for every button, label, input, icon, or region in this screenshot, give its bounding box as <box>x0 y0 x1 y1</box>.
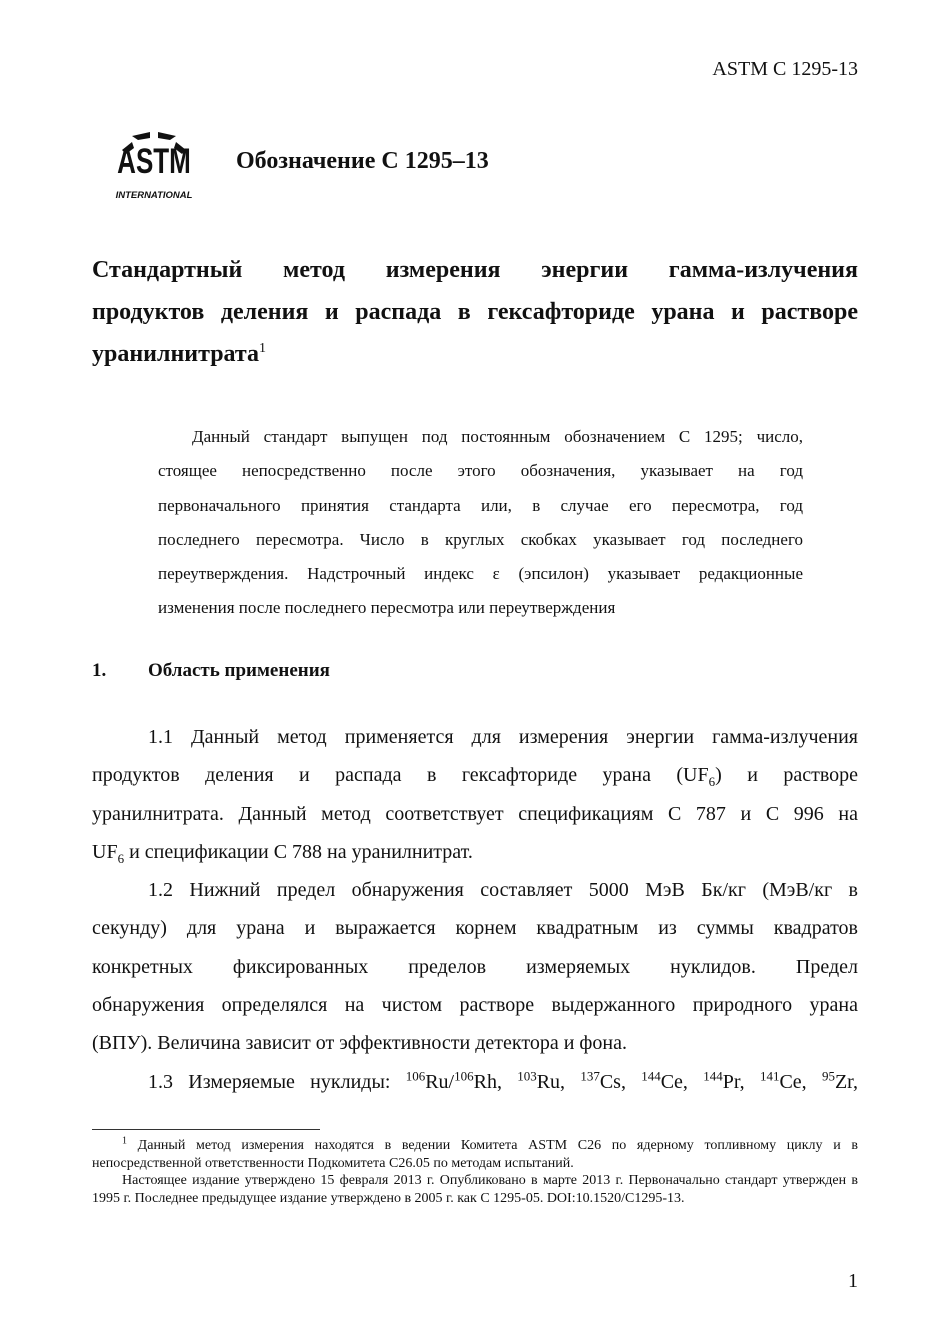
note-line: переутверждения. Надстрочный индекс ε (эпсилон) указывает редакционные <box>158 564 803 584</box>
footnote <box>92 1137 858 1207</box>
paragraph-line: $UF_6$ и спецификации C 788 на уранилнитрат. <box>92 840 473 866</box>
note-line: первоначального принятия стандарта или, в случае его пересмотра, год <box>158 495 803 515</box>
footnote-text: Настоящее издание утверждено 15 февраля 2013 г. Опубликовано в марте 2013 г. Первоначально стандарт утвержден в 1995 г. Последнее предыдущее издание утверждено в 2005 г. как C 1295-05. DOI:10.1520/C1295-13. <box>92 1173 858 1206</box>
astm-logo <box>112 130 196 202</box>
page-number: 1 <box>848 1270 858 1292</box>
section-title: Область применения <box>148 660 330 681</box>
note-line: Данный стандарт выпущен под постоянным обозначением C 1295; число, <box>192 427 803 446</box>
document-title <box>92 249 858 375</box>
title-footnote-ref: 1 <box>259 341 267 356</box>
paragraph-line: конкретных фиксированных пределов измеряемых нуклидов. Предел <box>92 955 858 978</box>
paragraph-line: обнаружения определялся на чистом растворе выдержанного природного урана <box>92 994 858 1017</box>
nuclide-line: 1.3 Измеряемые нуклиды: $^{106}$Ru/$^{106}$Rh, $^{103}$Ru, $^{137}$Cs, $^{144}$Ce, $^{144}$Pr, $^{141}$Ce, $^{95}$Zr, <box>148 1068 859 1093</box>
note-line: стоящее непосредственно после этого обозначения, указывает на год <box>158 461 803 481</box>
document-code: ASTM C 1295-13 <box>712 58 858 80</box>
title-line: Стандартный метод измерения энергии гамма-излучения <box>92 257 858 283</box>
section-body <box>92 718 858 1101</box>
section-number: 1. <box>92 660 107 681</box>
paragraph-line: секунду) для урана и выражается корнем квадратным из суммы квадратов <box>92 917 858 940</box>
title-line: уранилнитрата <box>92 341 260 367</box>
logo-bottom-text: INTERNATIONAL <box>115 190 193 201</box>
footnote-divider <box>92 1129 320 1130</box>
note-line: последнего пересмотра. Число в круглых скобках указывает год последнего <box>158 529 803 549</box>
paragraph-line: уранилнитрата. Данный метод соответствует спецификациям C 787 и C 996 на <box>92 802 858 825</box>
section-heading <box>92 660 330 682</box>
title-line: продуктов деления и распада в гексафториде урана и растворе <box>92 299 858 325</box>
logo-top-text: ASTM <box>117 141 191 182</box>
note-line: изменения после последнего пересмотра или переутверждения <box>158 598 616 618</box>
paragraph-line: 1.1 Данный метод применяется для измерения энергии гамма-излучения <box>148 726 858 748</box>
footnote-text: $^1$ Данный метод измерения находятся в ведении Комитета ASTM C26 по ядерному топливному циклу и в непосредственной ответственности Подкомитета C26.05 по методам испытаний. <box>92 1135 858 1171</box>
standard-note <box>158 420 803 626</box>
paragraph-line: 1.2 Нижний предел обнаружения составляет 5000 МэВ Бк/кг (МэВ/кг в <box>148 879 858 902</box>
paragraph-line: продуктов деления и распада в гексафториде урана $(UF_6)$ и растворе <box>92 764 858 790</box>
paragraph-line: (ВПУ). Величина зависит от эффективности детектора и фона. <box>92 1032 627 1055</box>
designation-title: Обозначение C 1295–13 <box>236 148 489 174</box>
